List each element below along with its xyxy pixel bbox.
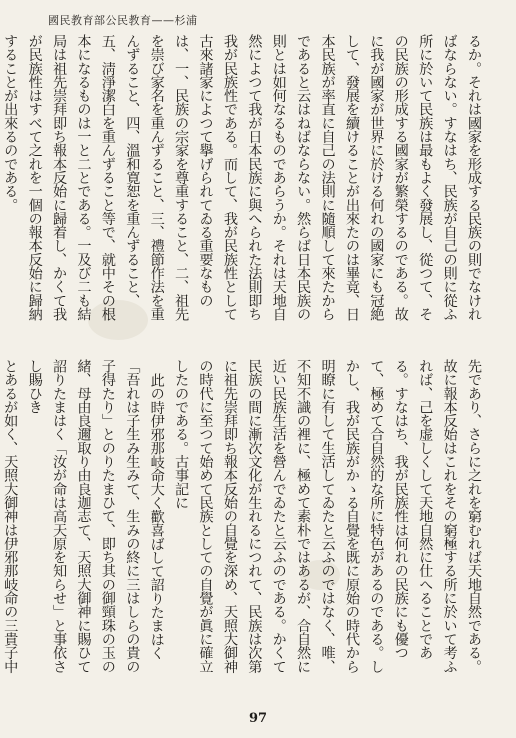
lower-text-block bbox=[2, 359, 486, 675]
paragraph: とあるが如く、天照大御神は伊邪那岐命の三貴子中 bbox=[2, 359, 19, 673]
paragraph: 先であり、さらに之れを窮むれば天地自然である。故に報本反始はこれをその窮極する所に於いて考ふれば、己を虚しくして天地自然に仕へることである。すなはち、我が民族性は何れの民族にも優つて、極めて合自然的な所に特色があるのである。しかし、我が民族がかゝる自覺を既に原始の時代から明瞭に有して生活してゐたと云ふのではなく、唯、不知不識の裡に、極めて素朴ではあるが、合自然に近い民族生活を營んでゐたと云ふのである。かくて民族の間に漸次文化が生れるにつれて、民族は次第に祖先崇拜即ち報本反始の自覺を深め、天照大御神の時代に至つて始めて民族としての自覺が眞に確立したのである。古事記に bbox=[173, 359, 482, 673]
page-number: 97 bbox=[248, 711, 268, 726]
upper-text-block bbox=[2, 34, 486, 334]
running-head: 國民教育部公民教育——杉浦 bbox=[48, 14, 198, 27]
paragraph: るか。それは國家を形成する民族の則でなければならない。すなはち、民族が自己の則に從ふ所に於いて民族は最もよく發展し、從つて、その民族の形成する國家が繁榮するのである。故に我が國家が世界に於ける何れの國家にも冠絶して、發展を續けることが出來たのは畢竟、日本民族が率直に自己の法則に隨順して來たからであると云はねばならない。然らば日本民族の則とは如何なるものであらうか。それは天地自然によつて我が日本民族に與へられた法則即ち我が民族性である。而して、我が民族性として古來諸家によつて擧げられてゐる重要なものは、一、民族の宗家を尊重すること、二、祖先を崇び家名を重んずること、三、禮節作法を重んずること、四、溫和寛恕を重んずること、五、淸淨潔白を重んずること等で、就中その根本になるものは一と二とである。一及び二も結局は祖先崇拜即ち報本反始に歸着し、かくて我が民族性はすべて之れを一個の報本反始に歸納することが出來るのである。 bbox=[2, 34, 482, 321]
quotation: 此の時伊邪那岐命大く歡喜ばして詔りたまはく「吾れは子生み生みて、生みの終に三はしらの貴の子得たり」とのりたまひて、即ち其の御頸珠の玉の緒、母由良邇取り由良迦志て、天照大御神に賜ひて詔りたまはく「汝が命は高天原を知らせ」と事依さし賜ひき bbox=[26, 359, 165, 673]
